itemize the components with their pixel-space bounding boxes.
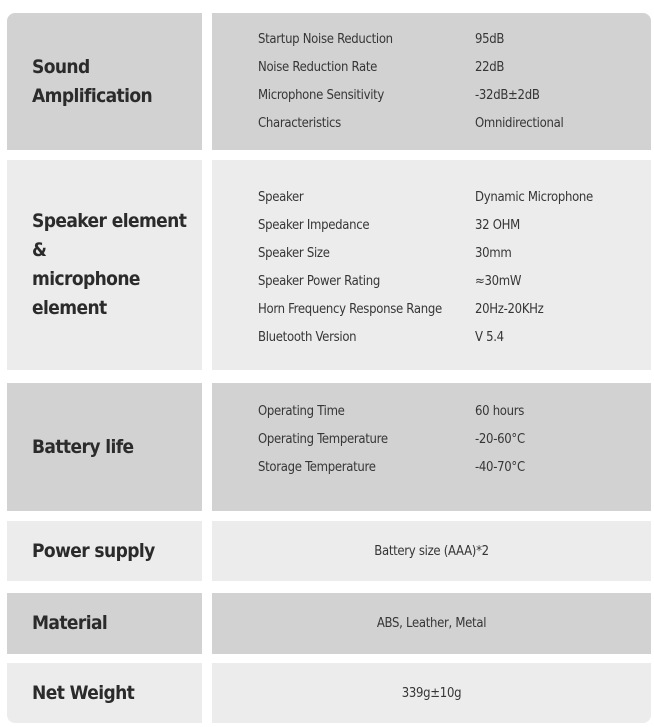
spec-value: 22dB xyxy=(475,60,505,75)
spec-value: 30mm xyxy=(475,246,512,261)
spec-row-material xyxy=(7,593,651,654)
spec-item xyxy=(258,32,648,52)
spec-name: Operating Time xyxy=(258,404,345,419)
spec-value: -20-60°C xyxy=(475,432,525,447)
spec-name: Speaker xyxy=(258,190,304,205)
spec-item xyxy=(258,432,648,452)
spec-row-net-weight xyxy=(7,663,651,723)
spec-name: Bluetooth Version xyxy=(258,330,357,345)
spec-item xyxy=(258,302,648,322)
spec-item xyxy=(258,116,648,136)
spec-value: ABS, Leather, Metal xyxy=(376,616,487,631)
spec-row-power-supply xyxy=(7,521,651,581)
spec-name: Storage Temperature xyxy=(258,460,376,475)
spec-item xyxy=(258,330,648,350)
section-values xyxy=(212,663,651,723)
spec-value: 95dB xyxy=(475,32,505,47)
spec-item xyxy=(258,274,648,294)
spec-item xyxy=(258,60,648,80)
spec-value: 32 OHM xyxy=(475,218,520,233)
section-values xyxy=(212,383,651,511)
spec-name: Speaker Power Rating xyxy=(258,274,380,289)
spec-item xyxy=(258,218,648,238)
spec-row-sound-amplification xyxy=(7,13,651,150)
spec-name: Microphone Sensitivity xyxy=(258,88,385,103)
spec-item xyxy=(258,246,648,266)
spec-name: Speaker Impedance xyxy=(258,218,370,233)
spec-value: -32dB±2dB xyxy=(475,88,540,103)
section-label: Net Weight xyxy=(7,663,202,723)
spec-name: Characteristics xyxy=(258,116,341,131)
section-label: Battery life xyxy=(7,383,202,511)
spec-name: Startup Noise Reduction xyxy=(258,32,393,47)
spec-name: Operating Temperature xyxy=(258,432,388,447)
spec-value: -40-70°C xyxy=(475,460,525,475)
spec-item xyxy=(258,190,648,210)
spec-value: 20Hz-20KHz xyxy=(475,302,544,317)
spec-value: Omnidirectional xyxy=(475,116,564,131)
spec-row-speaker-microphone xyxy=(7,160,651,370)
spec-value: Dynamic Microphone xyxy=(475,190,593,205)
section-values xyxy=(212,593,651,654)
spec-name: Noise Reduction Rate xyxy=(258,60,378,75)
spec-value: 339g±10g xyxy=(401,685,462,701)
spec-name: Speaker Size xyxy=(258,246,330,261)
section-label-line: Speaker element & xyxy=(32,210,187,261)
section-values xyxy=(212,521,651,581)
section-values xyxy=(212,13,651,150)
spec-value: ≈30mW xyxy=(475,274,522,289)
spec-value: 60 hours xyxy=(475,404,525,419)
section-label: Sound Amplification xyxy=(7,13,202,150)
spec-name: Horn Frequency Response Range xyxy=(258,302,442,317)
spec-item xyxy=(258,404,648,424)
spec-value: V 5.4 xyxy=(475,330,504,345)
section-label: Material xyxy=(7,593,202,654)
section-values xyxy=(212,160,651,370)
section-label xyxy=(7,160,202,370)
section-label: Power supply xyxy=(7,521,202,581)
spec-value: Battery size (AAA)*2 xyxy=(374,543,489,559)
spec-row-battery-life xyxy=(7,383,651,511)
spec-item xyxy=(258,460,648,480)
spec-item xyxy=(258,88,648,108)
section-label-line: microphone element xyxy=(32,268,140,319)
